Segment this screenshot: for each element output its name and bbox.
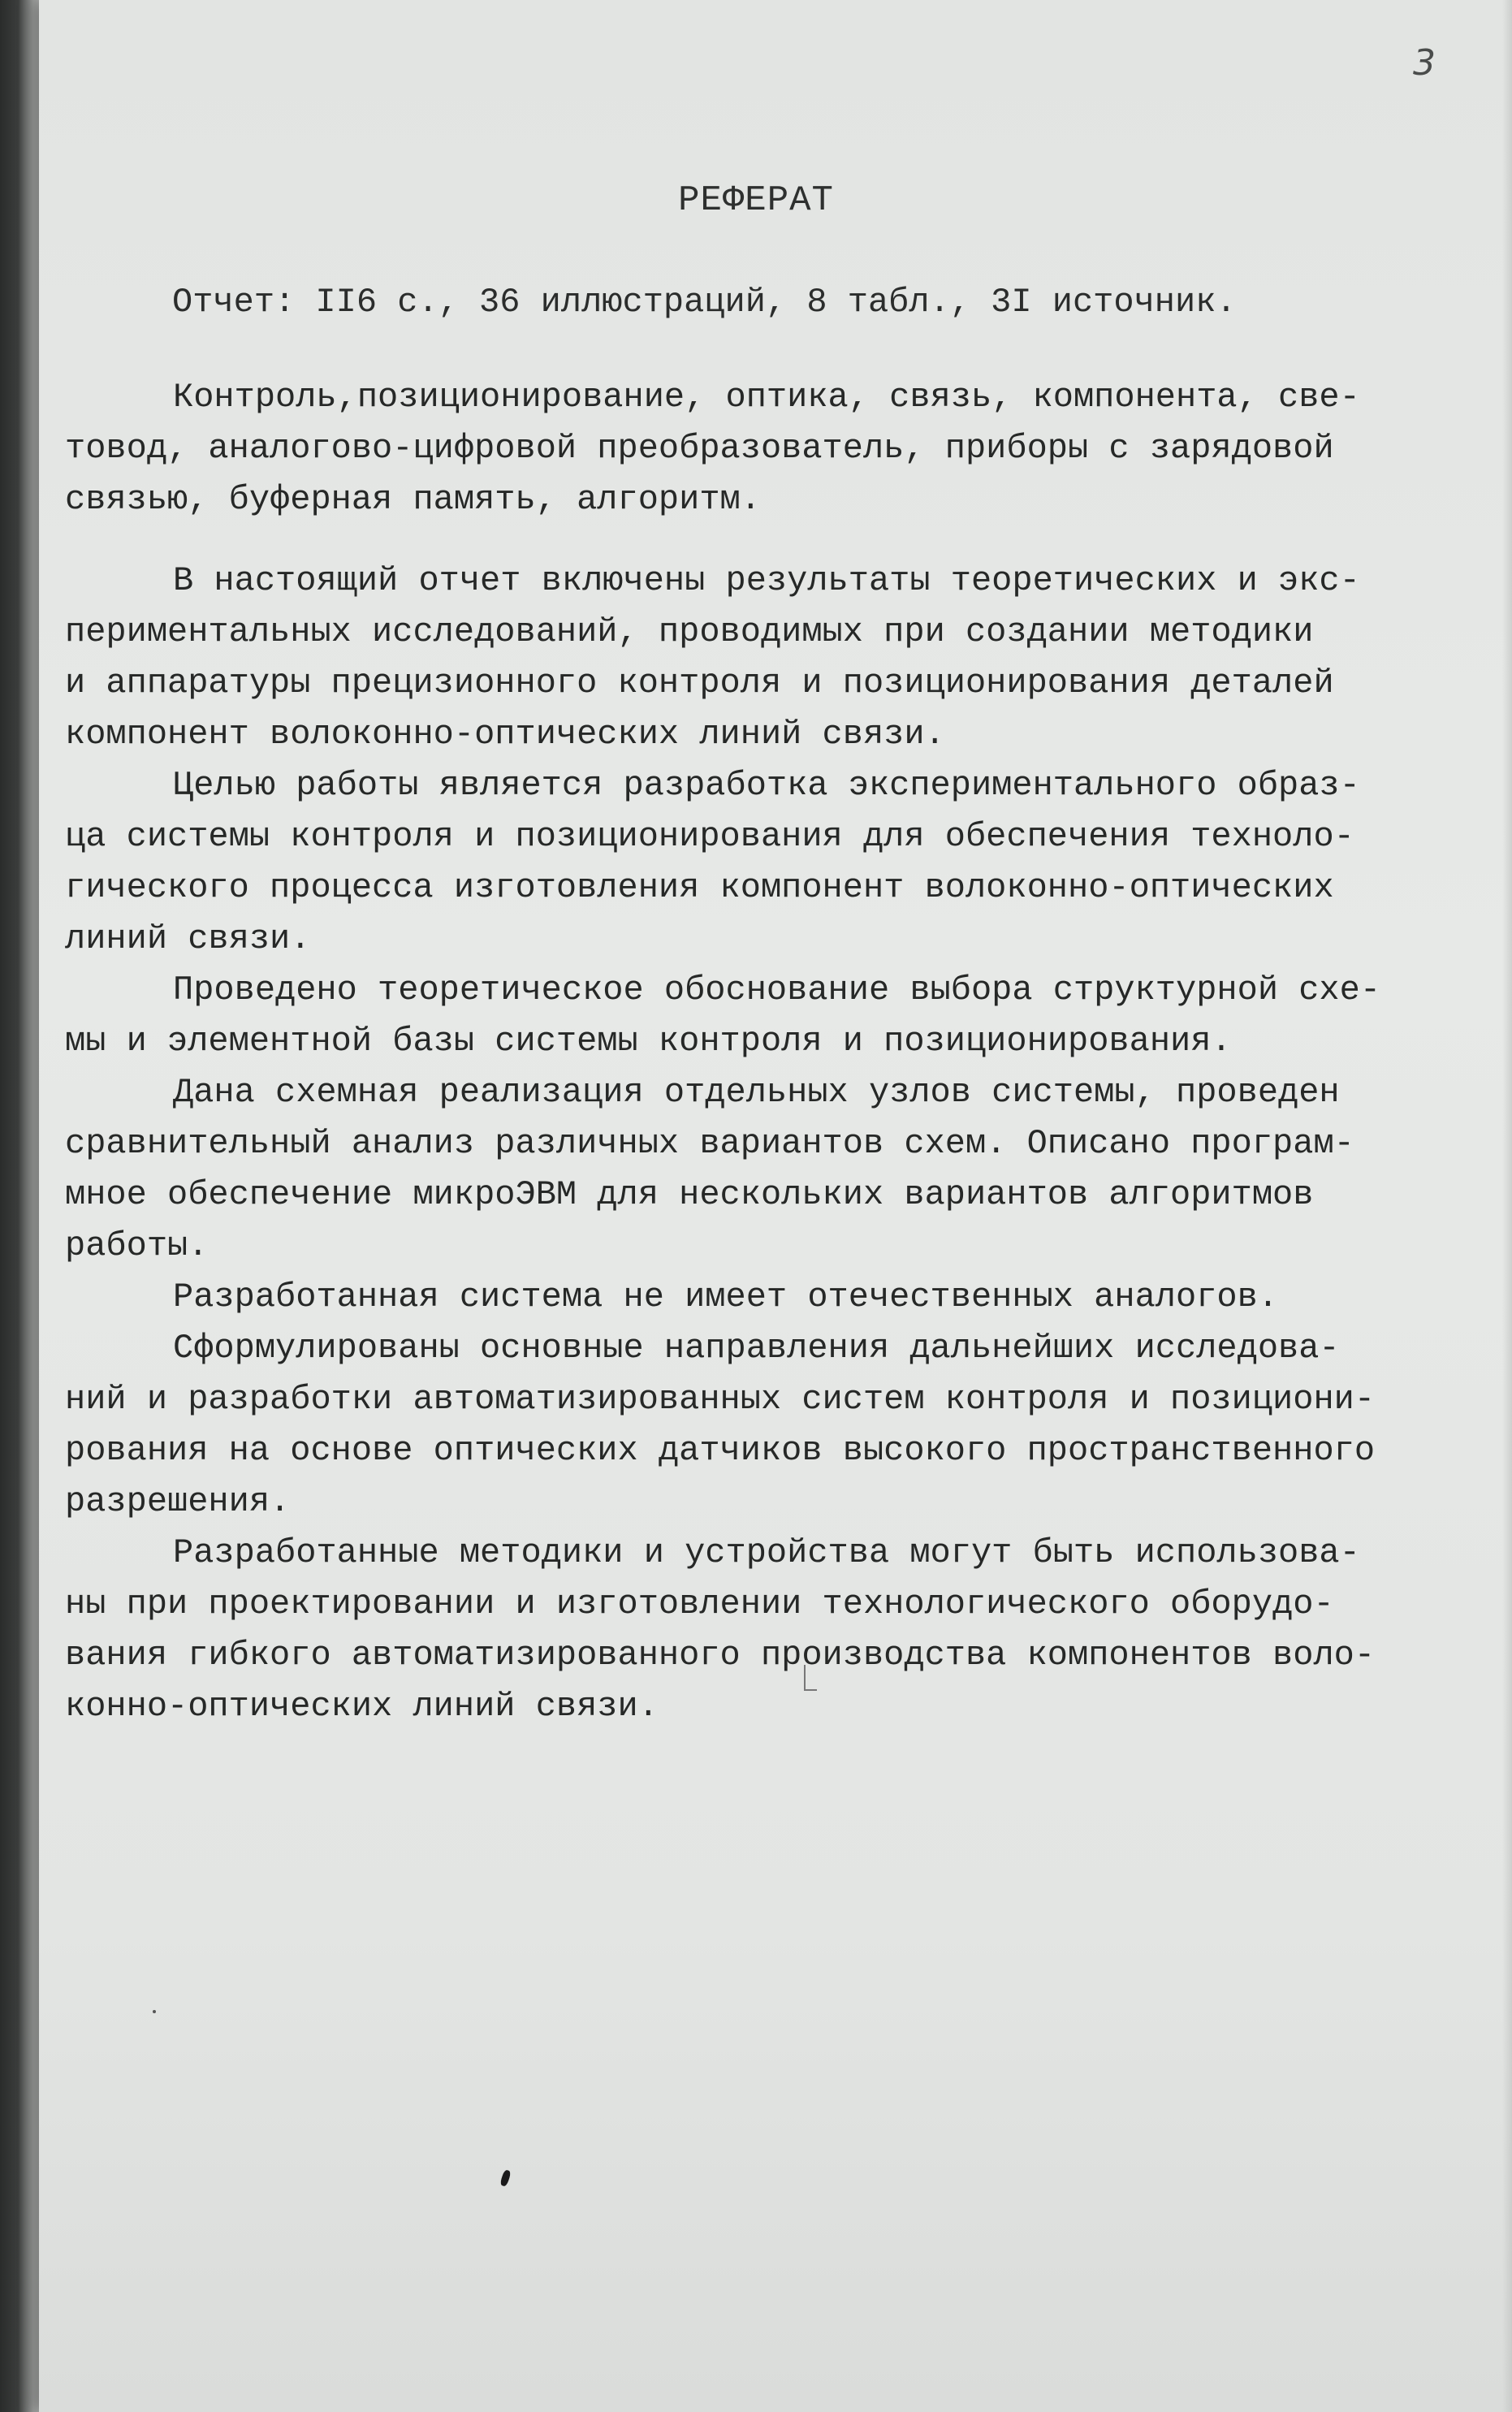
paragraph-line: гического процесса изготовления компонент волоконно-оптических	[65, 868, 1334, 907]
paragraph-line: конно-оптических линий связи.	[65, 1687, 659, 1726]
paragraph-line: сравнительный анализ различных вариантов схем. Описано програм-	[65, 1124, 1354, 1163]
page-edge	[1502, 0, 1512, 2412]
keywords-block	[65, 372, 1445, 525]
paragraph-intro	[65, 555, 1445, 760]
paragraph-line: Дана схемная реализация отдельных узлов системы, проведен	[173, 1073, 1340, 1112]
paragraph-theory	[65, 965, 1445, 1067]
paragraph-line: периментальных исследований, проводимых при создании методики	[65, 612, 1314, 651]
paragraph-line: вания гибкого автоматизированного производства компонентов воло-	[65, 1636, 1376, 1675]
paragraph-implementation	[65, 1067, 1445, 1272]
paragraph-novelty	[65, 1272, 1445, 1323]
keywords-line: товод, аналогово-цифровой преобразователь, приборы с зарядовой	[65, 429, 1334, 468]
paragraph-line: линий связи.	[65, 919, 311, 958]
page-number: 3	[1413, 42, 1436, 84]
paragraph-application	[65, 1528, 1445, 1732]
paragraph-line: ний и разработки автоматизированных систем контроля и позициони-	[65, 1380, 1376, 1419]
paragraph-line: разрешения.	[65, 1482, 291, 1521]
paragraph-line: Целью работы является разработка экспериментального образ-	[173, 766, 1360, 805]
paragraph-line: ны при проектировании и изготовлении технологического оборудо-	[65, 1584, 1334, 1623]
paragraph-line: и аппаратуры прецизионного контроля и позиционирования деталей	[65, 664, 1334, 702]
paragraph-line: ца системы контроля и позиционирования для обеспечения техноло-	[65, 817, 1354, 856]
paragraph-directions	[65, 1323, 1445, 1528]
report-summary: Отчет: II6 с., 36 иллюстраций, 8 табл., 3I источник.	[172, 283, 1237, 322]
paragraph-line: мы и элементной базы системы контроля и позиционирования.	[65, 1022, 1232, 1061]
typewriter-mark	[804, 1665, 817, 1691]
paragraph-line: мное обеспечение микроЭВМ для нескольких вариантов алгоритмов	[65, 1175, 1314, 1214]
paragraph-line: Разработанная система не имеет отечественных аналогов.	[173, 1277, 1279, 1316]
paragraph-line: Разработанные методики и устройства могут быть использова-	[173, 1533, 1360, 1572]
paragraph-line: компонент волоконно-оптических линий связи.	[65, 715, 945, 754]
paragraph-line: Проведено теоретическое обоснование выбора структурной схе-	[173, 970, 1381, 1009]
keywords-line: связью, буферная память, алгоритм.	[65, 480, 761, 519]
paragraph-line: В настоящий отчет включены результаты теоретических и экс-	[173, 561, 1360, 600]
paragraph-goal	[65, 760, 1445, 965]
document-title: РЕФЕРАТ	[678, 180, 834, 221]
paragraph-line: Сформулированы основные направления дальнейших исследова-	[173, 1329, 1340, 1368]
paragraph-line: работы.	[65, 1226, 209, 1265]
keywords-line: Контроль,позиционирование, оптика, связь, компонента, све-	[173, 378, 1360, 417]
paragraph-line: рования на основе оптических датчиков высокого пространственного	[65, 1431, 1376, 1470]
paper-dot	[153, 2010, 156, 2013]
